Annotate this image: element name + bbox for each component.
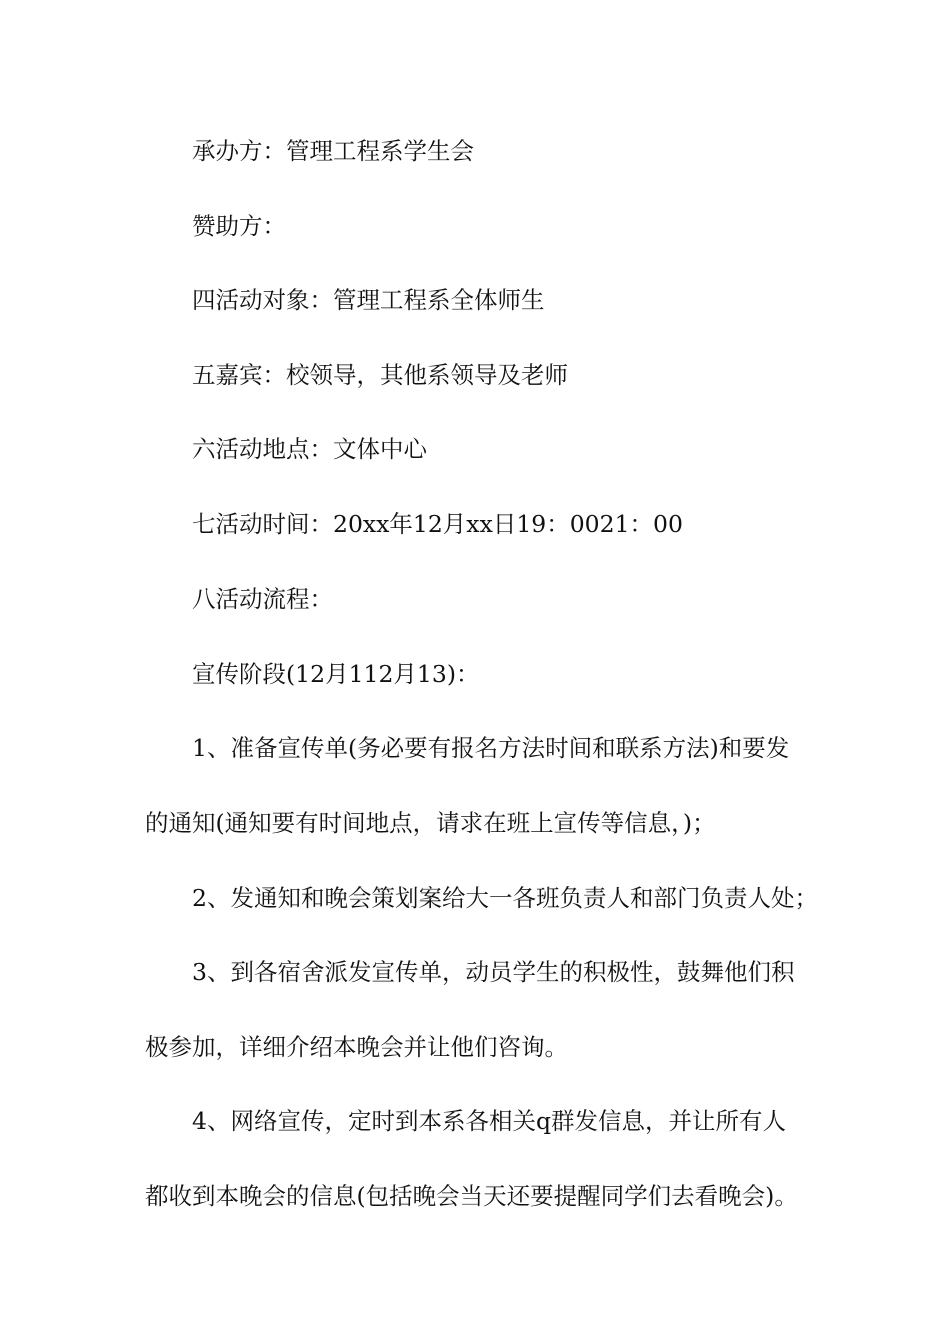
time-line: 七活动时间：20xx年12月xx日19：0021：00 (192, 510, 683, 538)
step-4-line-1: 4、网络宣传，定时到本系各相关q群发信息，并让所有人 (192, 1107, 786, 1135)
step-3-line-1: 3、到各宿舍派发宣传单，动员学生的积极性，鼓舞他们积 (192, 958, 795, 986)
step-2-line: 2、发通知和晚会策划案给大一各班负责人和部门负责人处； (192, 884, 818, 912)
step-3-line-2: 极参加，详细介绍本晚会并让他们咨询。 (145, 1033, 568, 1061)
step-1-line-2: 的通知(通知要有时间地点，请求在班上宣传等信息，)； (145, 809, 716, 837)
process-heading: 八活动流程： (192, 585, 333, 613)
audience-line: 四活动对象：管理工程系全体师生 (192, 286, 545, 314)
sponsor-line: 赞助方： (192, 212, 286, 240)
organizer-line: 承办方：管理工程系学生会 (192, 137, 474, 165)
promotion-stage-heading: 宣传阶段(12月112月13)： (192, 660, 480, 688)
guests-line: 五嘉宾：校领导，其他系领导及老师 (192, 361, 568, 389)
venue-line: 六活动地点：文体中心 (192, 435, 427, 463)
step-4-line-2: 都收到本晚会的信息(包括晚会当天还要提醒同学们去看晚会)。 (145, 1182, 798, 1210)
step-1-line-1: 1、准备宣传单(务必要有报名方法时间和联系方法)和要发 (192, 734, 790, 762)
